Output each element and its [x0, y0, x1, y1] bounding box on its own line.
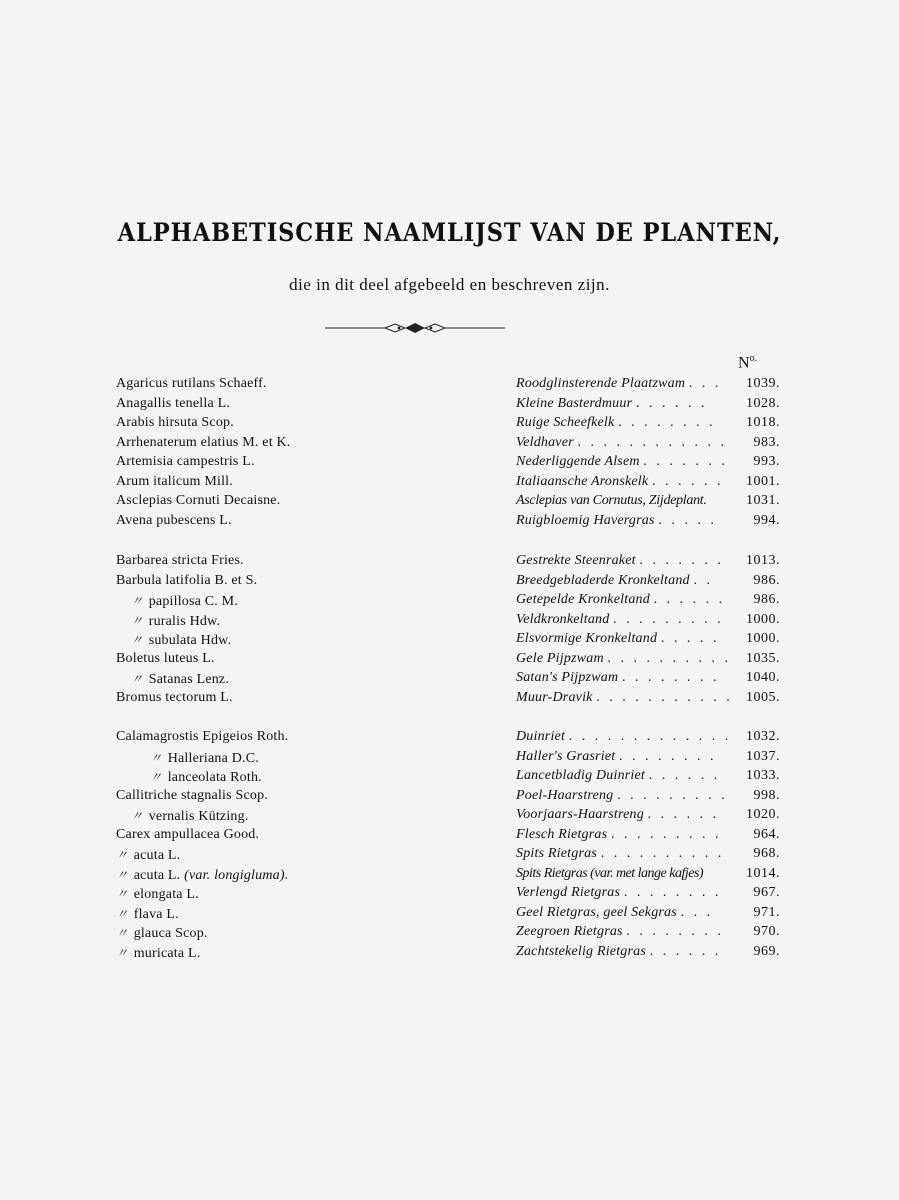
plate-number: 1039.: [746, 376, 780, 391]
ditto-mark: 〃: [116, 906, 129, 921]
latin-name: 〃 subulata Hdw.: [131, 633, 232, 648]
plate-number: 967.: [753, 885, 780, 900]
dutch-name: Haller's Grasriet . . . . . . . .: [516, 748, 717, 764]
list-item: [0, 396, 899, 416]
dutch-name: Geel Rietgras, geel Sekgras . . .: [516, 904, 714, 920]
ditto-mark: 〃: [150, 770, 163, 784]
latin-name: Arrhenaterum elatius M. et K.: [116, 434, 291, 450]
latin-name: Barbarea stricta Fries.: [116, 553, 244, 568]
plate-number: 1014.: [746, 865, 780, 881]
latin-name: 〃 flava L.: [116, 906, 179, 922]
list-item: [0, 474, 899, 494]
latin-name: 〃 papillosa C. M.: [131, 594, 239, 609]
plate-number: 994.: [753, 512, 780, 528]
latin-name: Arum italicum Mill.: [116, 473, 233, 489]
list-item: [0, 885, 899, 905]
ditto-mark: 〃: [116, 887, 129, 901]
latin-name: 〃 vernalis Kützing.: [131, 809, 249, 824]
latin-name: 〃 muricata L.: [116, 945, 201, 961]
ditto-mark: 〃: [131, 809, 144, 823]
list-item: [0, 592, 899, 612]
dutch-name: Gestrekte Steenraket . . . . . . .: [516, 553, 724, 568]
list-item: [0, 827, 899, 847]
latin-name: Avena pubescens L.: [116, 512, 232, 528]
plate-number: 983.: [753, 434, 780, 450]
dutch-name: Voorjaars-Haarstreng . . . . . .: [516, 807, 720, 822]
plate-number: 1005.: [746, 689, 780, 705]
dutch-name: Satan's Pijpzwam . . . . . . . .: [516, 670, 720, 685]
plate-number: 964.: [753, 826, 780, 842]
dutch-name: Getepelde Kronkeltand . . . . . .: [516, 592, 726, 607]
plate-number: 969.: [753, 943, 780, 959]
latin-name: Carex ampullacea Good.: [116, 826, 260, 842]
list-item: [0, 905, 899, 925]
ditto-mark: 〃: [131, 633, 144, 647]
list-item: [0, 573, 899, 593]
latin-name: Arabis hirsuta Scop.: [116, 415, 234, 430]
dutch-name: Spits Rietgras . . . . . . . . . .: [516, 846, 725, 861]
latin-name: Barbula latifolia B. et S.: [116, 572, 258, 588]
list-item: [0, 866, 899, 886]
plate-number: 1040.: [746, 670, 780, 685]
plate-number: 986.: [753, 592, 780, 607]
list-item: [0, 651, 899, 671]
latin-name: Callitriche stagnalis Scop.: [116, 787, 268, 803]
plate-number: 971.: [753, 904, 780, 920]
ditto-mark: 〃: [150, 750, 163, 765]
plate-number: 1032.: [746, 729, 780, 744]
latin-name: 〃 acuta L.: [116, 848, 181, 863]
latin-name: Asclepias Cornuti Decaisne.: [116, 493, 281, 508]
latin-name: 〃 Satanas Lenz.: [131, 672, 230, 687]
dutch-name: Muur-Dravik . . . . . . . . . . .: [516, 689, 733, 705]
plate-number: 1001.: [746, 473, 780, 489]
ditto-mark: 〃: [131, 672, 144, 686]
dutch-name: Asclepias van Cornutus, Zijdeplant.: [516, 493, 707, 508]
dutch-name: Gele Pijpzwam . . . . . . . . . .: [516, 650, 731, 666]
latin-name: Bromus tectorum L.: [116, 689, 233, 705]
ditto-mark: 〃: [116, 848, 129, 862]
dutch-name: Veldhaver . . . . . . . . . . . .: [516, 434, 727, 450]
plate-number: 1037.: [746, 748, 780, 764]
latin-name: Agaricus rutilans Schaeff.: [116, 376, 267, 391]
plate-number: 1031.: [746, 493, 780, 508]
page-subtitle: die in dit deel afgebeeld en beschreven zijn.: [289, 275, 610, 294]
dutch-name: Zeegroen Rietgras . . . . . . . .: [516, 924, 724, 939]
plate-number: 998.: [753, 787, 780, 803]
ditto-mark: 〃: [116, 867, 129, 882]
list-item: [0, 807, 899, 827]
dutch-name: Spits Rietgras (var. met lange kafjes): [516, 865, 704, 881]
list-item: [0, 493, 899, 513]
group-c: [0, 729, 899, 963]
ditto-mark: 〃: [116, 945, 129, 960]
list-item: [0, 690, 899, 710]
ditto-mark: 〃: [131, 613, 144, 628]
latin-name: Artemisia campestris L.: [116, 454, 255, 469]
plate-number: 968.: [753, 846, 780, 861]
list-item: [0, 376, 899, 396]
latin-name: 〃 elongata L.: [116, 887, 199, 902]
list-item: [0, 454, 899, 474]
dutch-name: Elsvormige Kronkeltand . . . . .: [516, 631, 720, 646]
dutch-name: Italiaansche Aronskelk . . . . . .: [516, 473, 724, 489]
latin-name: 〃 acuta L. (var. longigluma).: [116, 867, 289, 883]
plate-number: 1020.: [746, 807, 780, 822]
latin-name: 〃 Halleriana D.C.: [150, 750, 259, 766]
ditto-mark: 〃: [116, 926, 129, 940]
plate-number: 1000.: [746, 611, 780, 627]
dutch-name: Duinriet . . . . . . . . . . . . .: [516, 729, 732, 744]
list-item: [0, 415, 899, 435]
plate-number: 970.: [753, 924, 780, 939]
list-item: [0, 768, 899, 788]
plate-number: 1013.: [746, 553, 780, 568]
ornament-divider-icon: [325, 318, 505, 338]
list-item: [0, 924, 899, 944]
list-item: [0, 729, 899, 749]
list-item: [0, 553, 899, 573]
latin-name: Boletus luteus L.: [116, 650, 215, 666]
list-item: [0, 788, 899, 808]
dutch-name: Ruige Scheefkelk . . . . . . . .: [516, 415, 716, 430]
latin-name: 〃 lanceolata Roth.: [150, 770, 262, 785]
plate-number: 1000.: [746, 631, 780, 646]
latin-name: Calamagrostis Epigeios Roth.: [116, 729, 289, 744]
list-item: [0, 631, 899, 651]
dutch-name: Lancetbladig Duinriet . . . . . .: [516, 768, 721, 783]
ditto-mark: 〃: [131, 594, 144, 608]
dutch-name: Poel-Haarstreng . . . . . . . . .: [516, 787, 728, 803]
plate-number: 993.: [753, 454, 780, 469]
dutch-name: Verlengd Rietgras . . . . . . . .: [516, 885, 722, 900]
dutch-name: Ruigbloemig Havergras . . . . .: [516, 512, 717, 528]
list-item: [0, 670, 899, 690]
dutch-name: Breedgebladerde Kronkeltand . .: [516, 572, 713, 588]
dutch-name: Veldkronkeltand . . . . . . . . .: [516, 611, 724, 627]
plate-number: 1033.: [746, 768, 780, 783]
latin-name: 〃 ruralis Hdw.: [131, 613, 221, 629]
dutch-name: Zachtstekelig Rietgras . . . . . .: [516, 943, 722, 959]
dutch-name: Flesch Rietgras . . . . . . . . .: [516, 826, 722, 842]
group-a: [0, 376, 899, 532]
group-b: [0, 553, 899, 709]
list-item: [0, 513, 899, 533]
page-title: ALPHABETISCHE NAAMLIJST VAN DE PLANTEN,: [117, 218, 782, 247]
number-column-header: $N^{o.}$: [738, 353, 758, 372]
plate-number: 1028.: [746, 395, 780, 411]
plate-number: 986.: [753, 572, 780, 588]
dutch-name: Nederliggende Alsem . . . . . . .: [516, 454, 728, 469]
latin-name: 〃 glauca Scop.: [116, 926, 208, 941]
list-item: [0, 612, 899, 632]
list-item: [0, 944, 899, 964]
plate-number: 1018.: [746, 415, 780, 430]
latin-name: Anagallis tenella L.: [116, 395, 231, 411]
dutch-name: Kleine Basterdmuur . . . . . .: [516, 395, 708, 411]
list-item: [0, 846, 899, 866]
list-item: [0, 435, 899, 455]
list-item: [0, 749, 899, 769]
plate-number: 1035.: [746, 650, 780, 666]
dutch-name: Roodglinsterende Plaatzwam . . .: [516, 376, 722, 391]
